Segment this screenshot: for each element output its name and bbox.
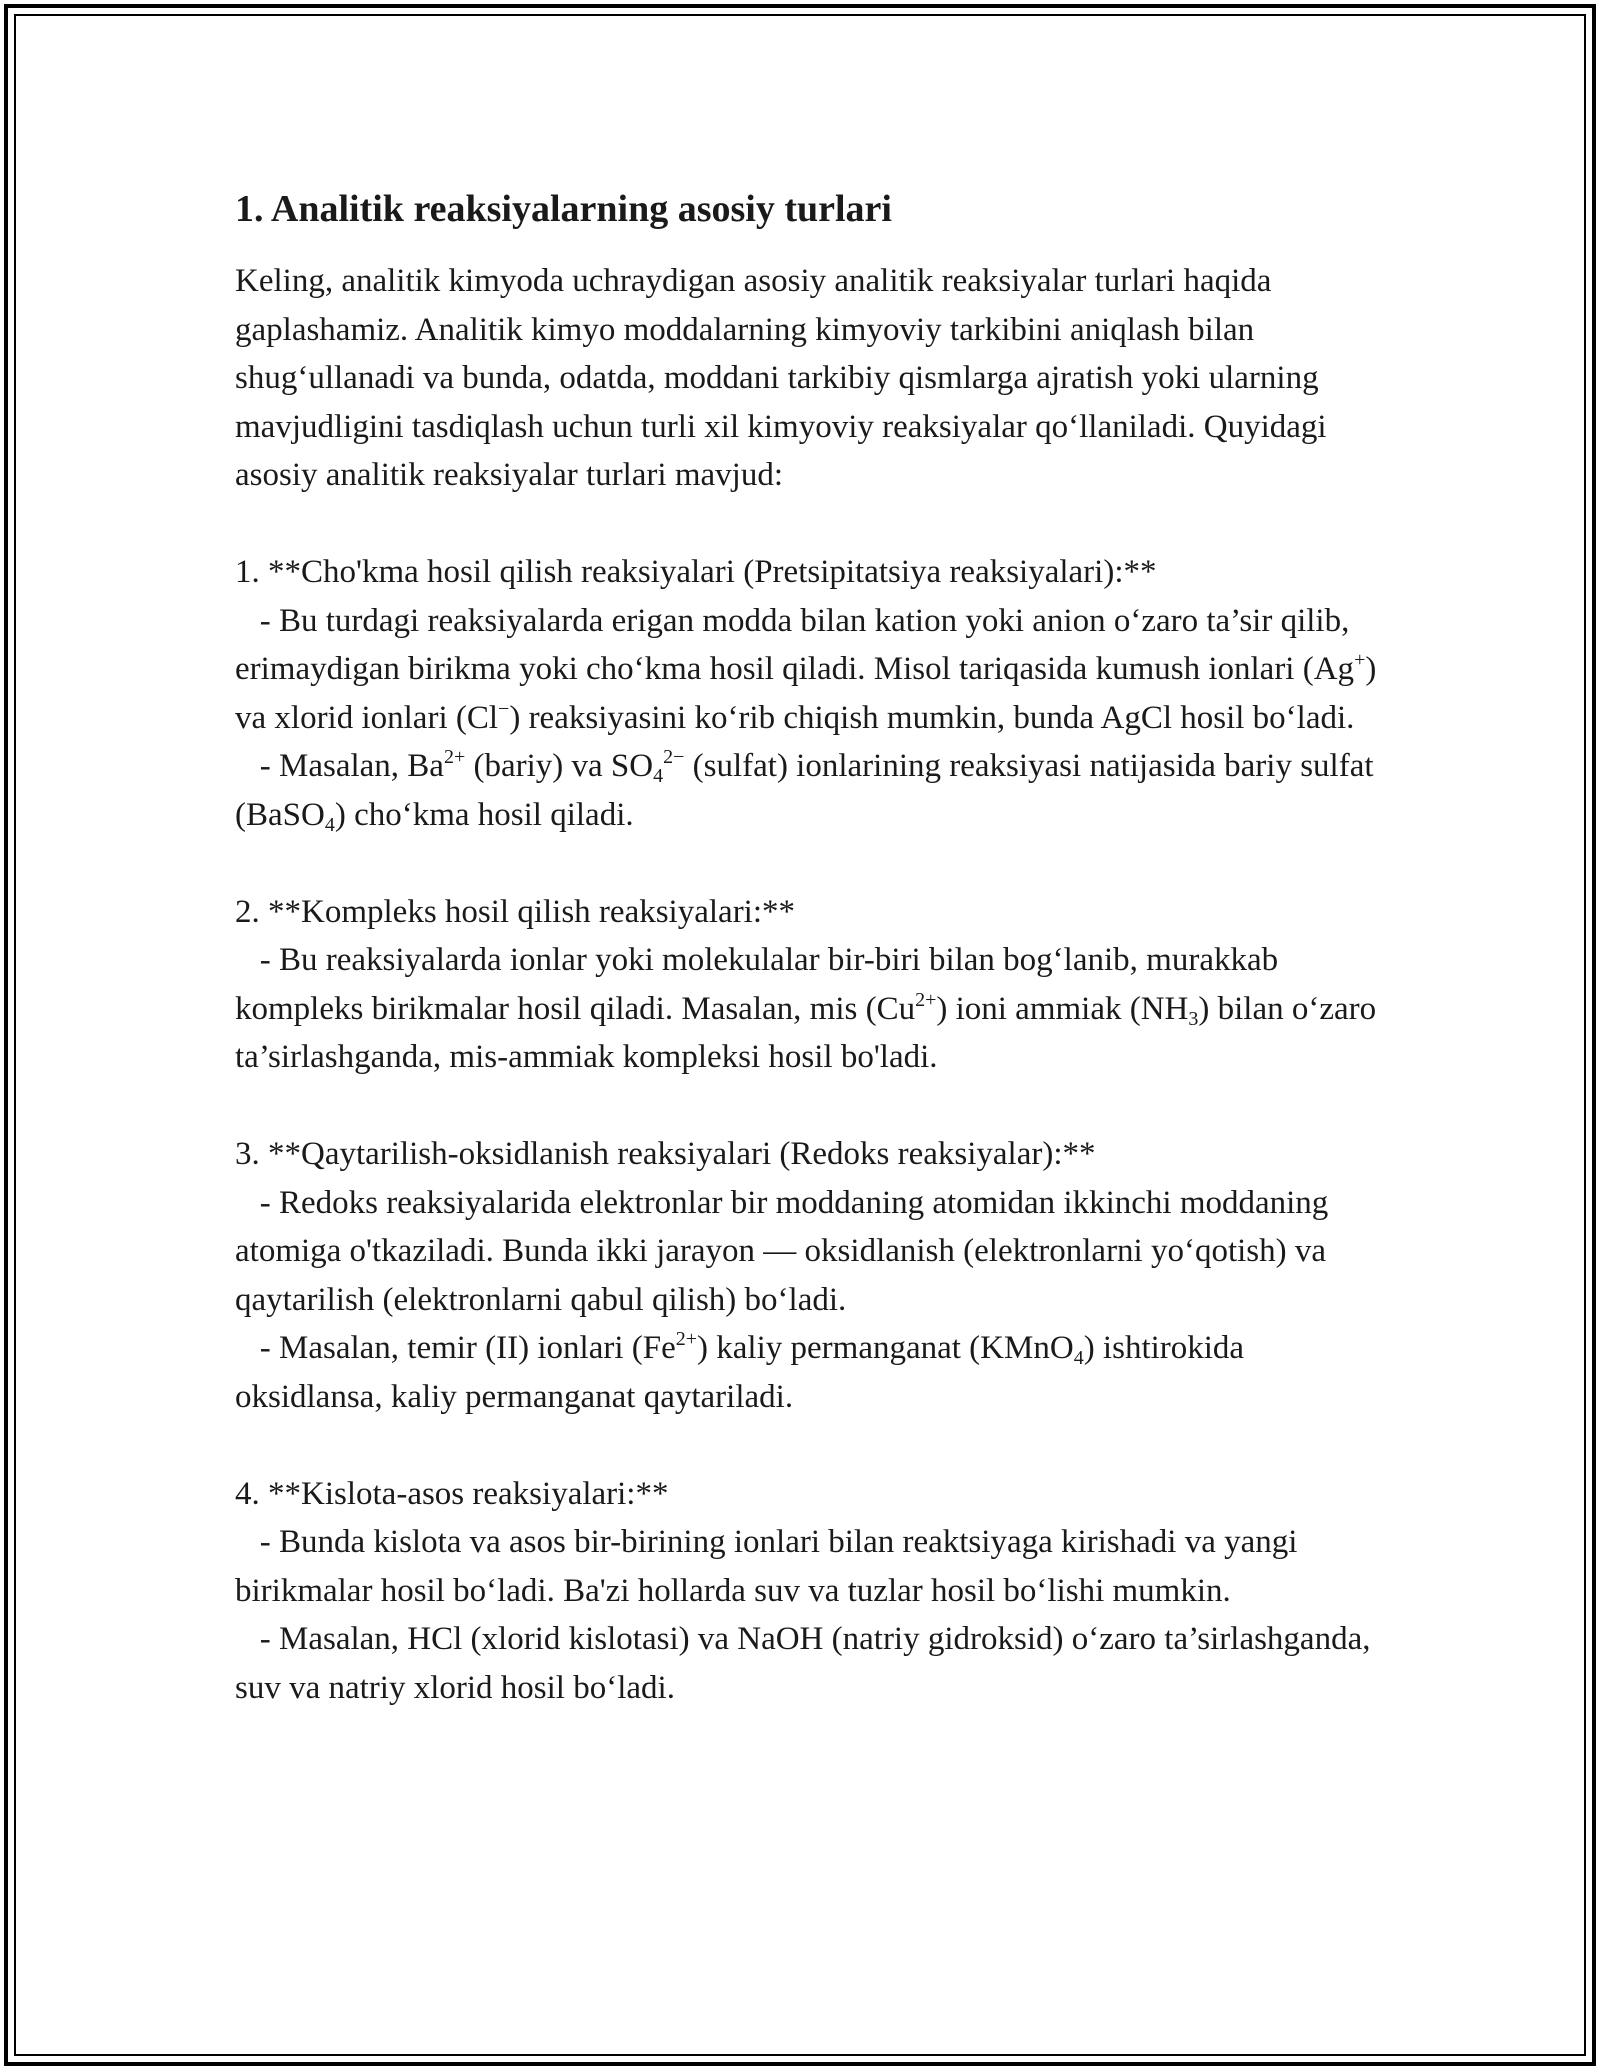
text-span: ) kaliy permanganat (KMnO	[697, 1330, 1074, 1366]
reaction-type-3-bullet-2	[235, 1324, 1385, 1421]
text-span: - Masalan, temir (II) ionlari (Fe	[235, 1330, 676, 1366]
subscript: 3	[1188, 1007, 1199, 1030]
text-span: ) bilan o‘zaro ta’sirlashganda, mis-ammiak kompleksi hosil bo'ladi.	[235, 990, 1385, 1075]
reaction-type-2-title: 2. **Kompleks hosil qilish reaksiyalari:**	[235, 893, 796, 930]
reaction-type-3	[235, 1130, 1385, 1421]
spacer	[235, 839, 1385, 888]
superscript: −	[498, 697, 510, 720]
text-span: ) reaksiyasini ko‘rib chiqish mumkin, bunda AgCl hosil bo‘ladi.	[509, 699, 1355, 736]
reaction-type-1-bullet-2	[235, 742, 1385, 839]
reaction-type-1-title: 1. **Cho'kma hosil qilish reaksiyalari (Pretsipitatsiya reaksiyalari):**	[235, 554, 1157, 590]
intro-paragraph: Keling, analitik kimyoda uchraydigan asosiy analitik reaksiyalar turlari haqida gaplashamiz. Analitik kimyo moddalarning kimyoviy tarkibini aniqlash bilan shug‘ullanadi va bunda, odatda, moddani tarkibiy qismlarga ajratish yoki ularning mavjudligini tasdiqlash uchun turli xil kimyoviy reaksiyalar qo‘llaniladi. Quyidagi asosiy analitik reaksiyalar turlari mavjud:	[235, 263, 1327, 493]
subscript: 4	[653, 765, 664, 787]
reaction-type-3-title: 3. **Qaytarilish-oksidlanish reaksiyalari (Redoks reaksiyalar):**	[235, 1136, 1096, 1172]
text-span: - Bu turdagi reaksiyalarda erigan modda bilan kation yoki anion o‘zaro ta’sir qilib, erimaydigan birikma yoki cho‘kma hosil qiladi. Misol tariqasida kumush ionlari (Ag	[235, 602, 1358, 687]
spacer	[235, 1421, 1385, 1470]
superscript: 2+	[675, 1328, 698, 1350]
text-span: ) ioni ammiak (NH	[936, 990, 1189, 1027]
subscript: 4	[324, 813, 335, 836]
text-span: ) va xlorid ionlari (Cl	[235, 651, 1385, 736]
spacer	[235, 500, 1385, 549]
reaction-type-4-title: 4. **Kislota-asos reaksiyalari:**	[235, 1475, 669, 1512]
reaction-type-1-bullet-1	[235, 597, 1385, 743]
spacer	[235, 1082, 1385, 1131]
text-span: ) ishtirokida oksidlansa, kaliy permanganat qaytariladi.	[235, 1330, 1253, 1415]
superscript: 2−	[663, 746, 685, 768]
text-span: - Bu reaksiyalarda ionlar yoki molekulalar bir-biri bilan bog‘lanib, murakkab kompleks birikmalar hosil qiladi. Masalan, mis (Cu	[235, 942, 1287, 1027]
text-span: (sulfat) ionlarining reaksiyasi natijasida bariy sulfat (BaSO	[235, 748, 1382, 833]
reaction-type-2	[235, 888, 1385, 1082]
superscript: +	[1354, 649, 1366, 671]
text-span: (bariy) va SO	[465, 748, 654, 784]
reaction-type-2-bullet-1	[235, 936, 1385, 1082]
superscript: 2+	[915, 988, 937, 1011]
section-heading: 1. Analitik reaksiyalarning asosiy turlari	[235, 188, 892, 230]
reaction-type-4	[235, 1470, 1385, 1713]
reaction-type-3-bullet-1: - Redoks reaksiyalarida elektronlar bir moddaning atomidan ikkinchi moddaning atomiga o'tkaziladi. Bunda ikki jarayon — oksidlanish (elektronlarni yo‘qotish) va qaytarilish (elektronlarni qabul qilish) bo‘ladi.	[235, 1184, 1337, 1318]
document-body	[235, 185, 1385, 1712]
reaction-type-1	[235, 548, 1385, 839]
text-span: - Masalan, Ba	[235, 748, 444, 784]
text-span: ) cho‘kma hosil qiladi.	[334, 796, 634, 833]
reaction-type-4-bullet-2: - Masalan, HCl (xlorid kislotasi) va NaOH (natriy gidroksid) o‘zaro ta’sirlashganda, suv va natriy xlorid hosil bo‘ladi.	[235, 1621, 1379, 1706]
reaction-type-4-bullet-1: - Bunda kislota va asos bir-birining ionlari bilan reaktsiyaga kirishadi va yangi birikmalar hosil bo‘ladi. Ba'zi hollarda suv va tuzlar hosil bo‘lishi mumkin.	[235, 1524, 1306, 1609]
subscript: 4	[1073, 1347, 1084, 1369]
superscript: 2+	[443, 746, 466, 768]
